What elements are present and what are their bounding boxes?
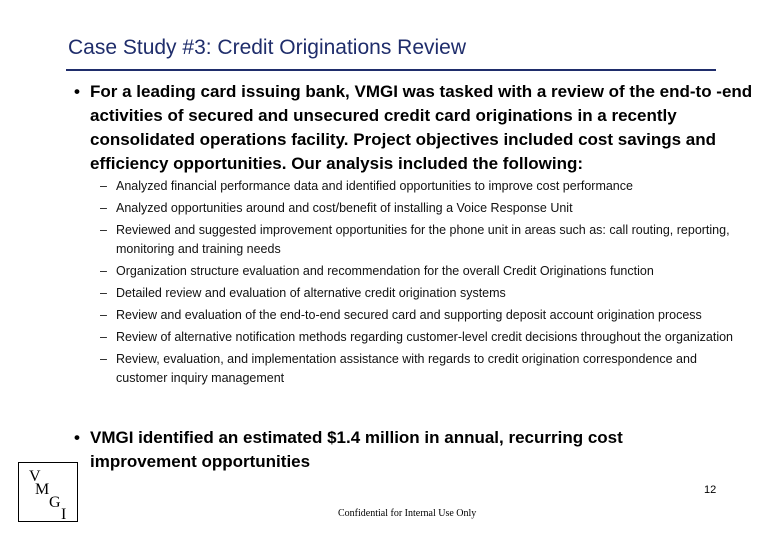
dash-marker: – bbox=[100, 179, 107, 193]
sub-bullet-text: Review, evaluation, and implementation assistance with regards to credit origination correspondence and customer inquiry management bbox=[116, 352, 697, 385]
sub-bullet bbox=[100, 284, 750, 303]
dash-marker: – bbox=[100, 308, 107, 322]
sub-bullet bbox=[100, 306, 750, 325]
bullet-marker: • bbox=[74, 428, 80, 447]
vmgi-logo bbox=[18, 462, 78, 522]
sub-bullet bbox=[100, 350, 750, 388]
logo-letter-i: I bbox=[61, 506, 67, 523]
sub-bullet-text: Detailed review and evaluation of alternative credit origination systems bbox=[116, 286, 506, 300]
dash-marker: – bbox=[100, 223, 107, 237]
sub-bullet-text: Review of alternative notification methods regarding customer-level credit decisions throughout the organization bbox=[116, 330, 734, 344]
sub-bullet-text: Review and evaluation of the end-to-end secured card and supporting deposit account origination process bbox=[116, 308, 702, 322]
page-number: 12 bbox=[704, 484, 717, 496]
dash-marker: – bbox=[100, 286, 107, 300]
sub-bullet-text: Analyzed financial performance data and identified opportunities to improve cost performance bbox=[116, 179, 633, 193]
sub-bullet-text: Organization structure evaluation and recommendation for the overall Credit Originations function bbox=[116, 264, 654, 278]
main-bullet-1 bbox=[74, 80, 764, 176]
bullet-marker: • bbox=[74, 82, 80, 101]
dash-marker: – bbox=[100, 352, 107, 366]
sub-bullet bbox=[100, 199, 750, 218]
sub-bullet-list bbox=[100, 177, 750, 391]
sub-bullet bbox=[100, 177, 750, 196]
logo-letter-m: M bbox=[35, 481, 50, 498]
sub-bullet bbox=[100, 328, 750, 347]
dash-marker: – bbox=[100, 201, 107, 215]
sub-bullet bbox=[100, 262, 750, 281]
main-bullet-2 bbox=[74, 426, 714, 474]
sub-bullet-text: Reviewed and suggested improvement opportunities for the phone unit in areas such as: call routing, reporting, monitoring and training needs bbox=[116, 223, 730, 256]
sub-bullet bbox=[100, 221, 750, 259]
main-bullet-1-text: For a leading card issuing bank, VMGI was tasked with a review of the end-to -end activities of secured and unsecured credit card originations in a recently consolidated operations facility. Project objectives included cost savings and efficiency opportunities. Our analysis included the following: bbox=[90, 82, 753, 173]
dash-marker: – bbox=[100, 330, 107, 344]
main-bullet-2-text: VMGI identified an estimated $1.4 million in annual, recurring cost improvement opportunities bbox=[90, 428, 623, 471]
title-underline bbox=[66, 69, 716, 71]
slide-title: Case Study #3: Credit Originations Review bbox=[68, 36, 467, 59]
confidential-footer: Confidential for Internal Use Only bbox=[338, 508, 477, 519]
sub-bullet-text: Analyzed opportunities around and cost/benefit of installing a Voice Response Unit bbox=[116, 201, 573, 215]
dash-marker: – bbox=[100, 264, 107, 278]
logo-letter-v: V bbox=[29, 468, 41, 485]
logo-letter-g: G bbox=[49, 494, 61, 511]
